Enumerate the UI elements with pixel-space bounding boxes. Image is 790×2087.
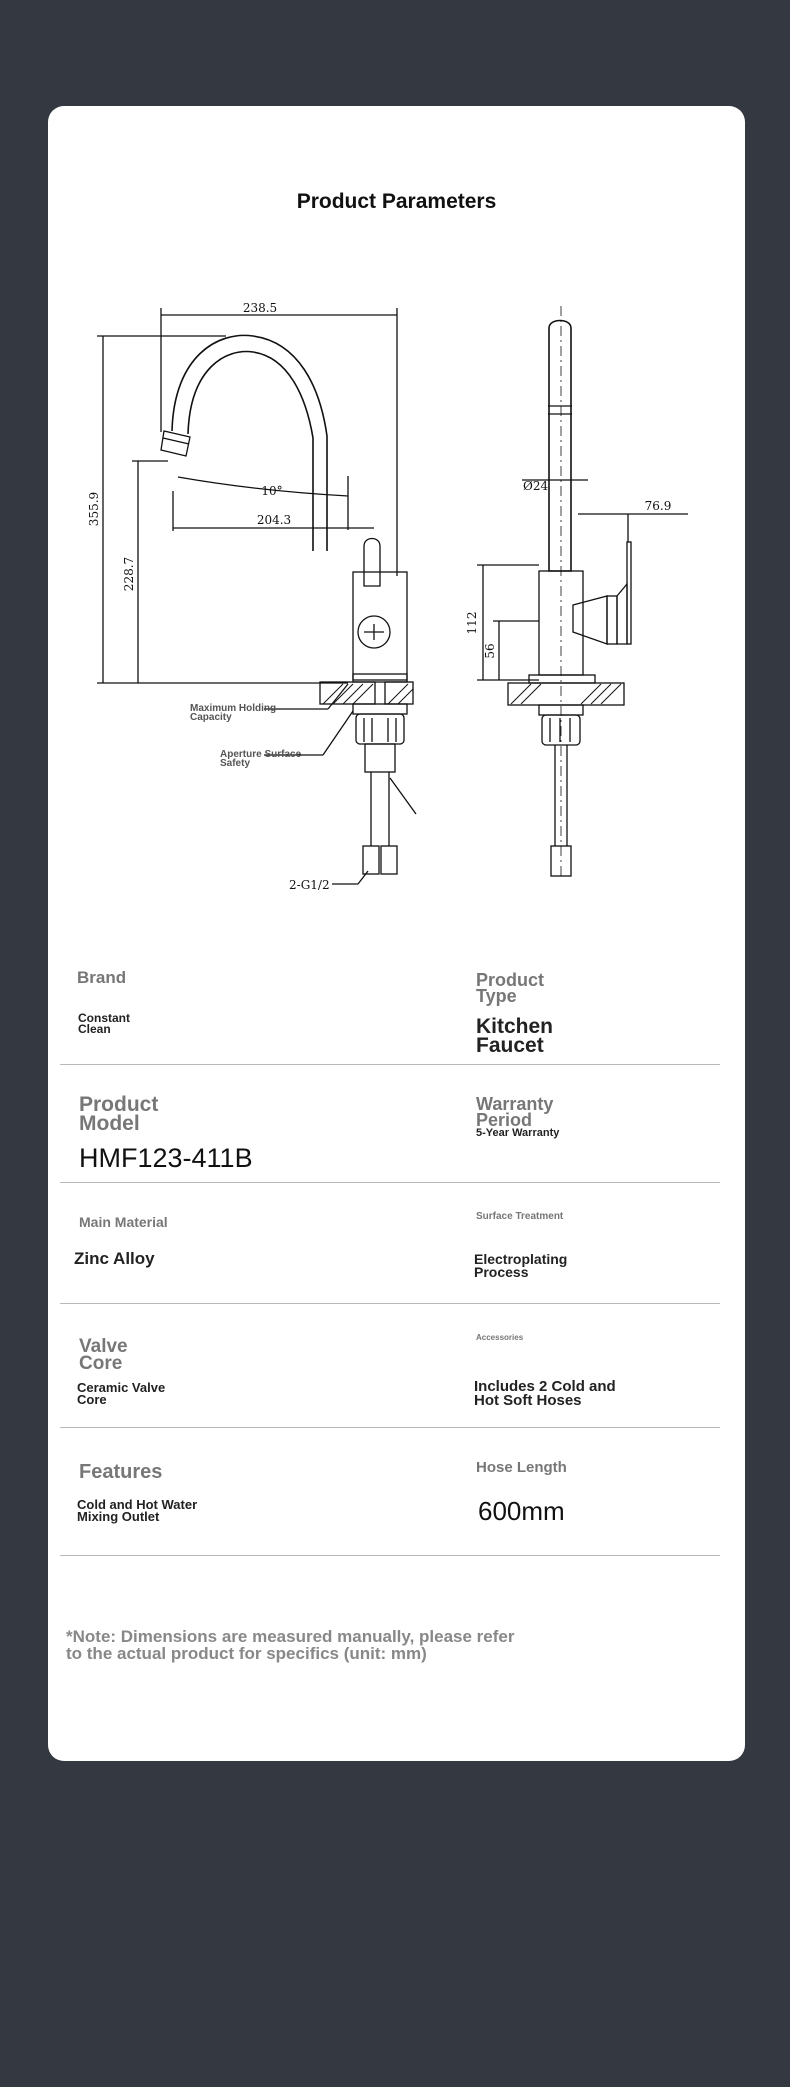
row-divider — [60, 1303, 720, 1304]
warranty-value: 5-Year Warranty — [476, 1127, 560, 1139]
valve-value: Ceramic Valve Core — [77, 1380, 166, 1407]
row-divider — [60, 1427, 720, 1428]
product-type-label: Product Type — [476, 970, 545, 1007]
dim-reach: 204.3 — [256, 513, 292, 527]
row-divider — [60, 1064, 720, 1065]
brand-label: Brand — [77, 968, 127, 987]
accessories-label: Accessories — [476, 1333, 524, 1342]
warranty-label: Warranty Period — [476, 1094, 554, 1131]
annotation-max-holding: Maximum Holding Capacity — [190, 703, 277, 723]
dim-diameter: Ø24 — [523, 479, 549, 493]
dim-height-spout: 228.7 — [122, 556, 136, 592]
material-label: Main Material — [79, 1214, 168, 1230]
row-divider — [60, 1182, 720, 1183]
features-value: Cold and Hot Water Mixing Outlet — [77, 1497, 198, 1524]
page-title: Product Parameters — [296, 190, 497, 213]
row-divider — [60, 1555, 720, 1556]
hose-label: Hose Length — [476, 1459, 567, 1476]
dim-thread: 2-G1/2 — [289, 878, 330, 892]
surface-value: Electroplating Process — [474, 1251, 568, 1280]
features-label: Features — [79, 1461, 163, 1483]
annotation-aperture: Aperture Surface Safety — [220, 749, 302, 769]
brand-value: Constant Clean — [78, 1011, 130, 1036]
accessories-value: Includes 2 Cold and Hot Soft Hoses — [474, 1378, 616, 1409]
dimensions-note: *Note: Dimensions are measured manually, please refer to the actual product for specifics (unit: mm) — [66, 1627, 515, 1663]
product-type-value: Kitchen Faucet — [476, 1015, 554, 1057]
dim-height-body: 112 — [465, 611, 479, 635]
model-value: HMF123-411B — [79, 1143, 253, 1173]
product-parameters-card — [48, 106, 745, 1761]
dim-handle-offset: 76.9 — [644, 499, 672, 513]
dim-height-total: 355.9 — [87, 491, 101, 527]
dim-height-base: 56 — [483, 643, 497, 659]
surface-label: Surface Treatment — [476, 1211, 564, 1222]
model-label: Product Model — [79, 1093, 159, 1135]
material-value: Zinc Alloy — [74, 1249, 155, 1268]
dim-angle: 10° — [261, 484, 283, 498]
valve-label: Valve Core — [79, 1336, 128, 1375]
dim-width-top: 238.5 — [242, 301, 278, 315]
hose-value: 600mm — [478, 1496, 565, 1526]
faucet-dimension-drawing — [48, 106, 745, 906]
